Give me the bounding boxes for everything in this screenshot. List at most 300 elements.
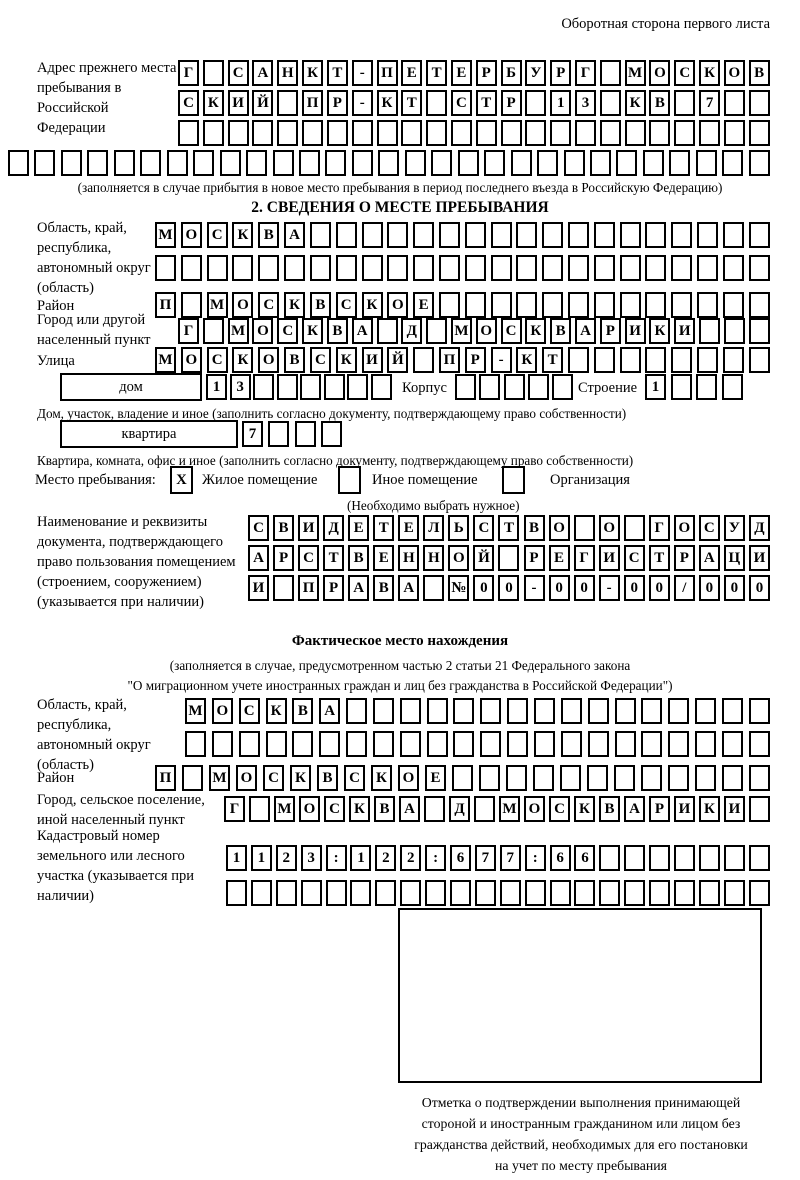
char-cell[interactable] [458,150,479,176]
char-cell[interactable]: М [228,318,249,344]
char-cell[interactable] [491,255,512,281]
char-cell[interactable] [674,880,695,906]
char-cell[interactable]: 6 [550,845,571,871]
char-cell[interactable] [643,150,664,176]
char-cell[interactable] [377,120,398,146]
char-cell[interactable] [426,120,447,146]
char-cell[interactable] [525,880,546,906]
char-cell[interactable]: С [298,545,319,571]
char-cell[interactable] [87,150,108,176]
char-cell[interactable] [324,374,345,400]
char-cell[interactable]: 6 [450,845,471,871]
char-cell[interactable] [34,150,55,176]
char-cell[interactable] [377,318,398,344]
char-cell[interactable]: В [374,796,395,822]
char-cell[interactable] [424,796,445,822]
char-cell[interactable]: Г [575,60,596,86]
char-cell[interactable]: О [212,698,233,724]
char-cell[interactable] [268,421,289,447]
char-cell[interactable]: 1 [226,845,247,871]
char-cell[interactable]: С [207,222,228,248]
char-cell[interactable] [516,222,537,248]
char-cell[interactable] [594,347,615,373]
char-cell[interactable]: Д [449,796,470,822]
char-cell[interactable] [378,150,399,176]
char-cell[interactable] [723,347,744,373]
char-cell[interactable] [599,845,620,871]
char-cell[interactable]: И [228,90,249,116]
char-cell[interactable]: Г [649,515,670,541]
char-cell[interactable]: К [284,292,305,318]
char-cell[interactable] [537,150,558,176]
char-cell[interactable]: У [724,515,745,541]
char-cell[interactable] [616,150,637,176]
char-cell[interactable]: 7 [475,845,496,871]
char-cell[interactable] [465,292,486,318]
char-cell[interactable] [534,731,555,757]
char-cell[interactable] [465,222,486,248]
char-cell[interactable]: 0 [724,575,745,601]
char-cell[interactable]: Е [398,515,419,541]
char-cell[interactable]: К [516,347,537,373]
char-cell[interactable] [319,731,340,757]
char-cell[interactable] [671,292,692,318]
char-cell[interactable] [695,698,716,724]
char-cell[interactable]: К [290,765,311,791]
char-cell[interactable]: Е [373,545,394,571]
char-cell[interactable]: В [550,318,571,344]
char-cell[interactable] [284,255,305,281]
char-cell[interactable] [506,765,527,791]
char-cell[interactable] [387,255,408,281]
char-cell[interactable] [699,880,720,906]
char-cell[interactable] [590,150,611,176]
char-cell[interactable]: О [181,347,202,373]
char-cell[interactable] [749,120,770,146]
char-cell[interactable]: К [699,60,720,86]
char-cell[interactable] [439,255,460,281]
char-cell[interactable] [350,880,371,906]
char-cell[interactable] [252,120,273,146]
char-cell[interactable] [239,731,260,757]
stay-type-checkbox-other-premises[interactable] [338,466,361,494]
char-cell[interactable] [431,150,452,176]
char-cell[interactable] [645,222,666,248]
char-cell[interactable] [295,421,316,447]
char-cell[interactable] [534,698,555,724]
char-cell[interactable]: 1 [251,845,272,871]
char-cell[interactable] [321,421,342,447]
char-cell[interactable]: М [209,765,230,791]
char-cell[interactable] [696,150,717,176]
char-cell[interactable] [615,698,636,724]
char-cell[interactable]: И [362,347,383,373]
char-cell[interactable]: М [625,60,646,86]
char-cell[interactable] [426,90,447,116]
char-cell[interactable]: Е [401,60,422,86]
char-cell[interactable] [371,374,392,400]
char-cell[interactable]: В [327,318,348,344]
char-cell[interactable]: С [549,796,570,822]
char-cell[interactable]: О [524,796,545,822]
char-cell[interactable] [645,292,666,318]
char-cell[interactable] [594,255,615,281]
char-cell[interactable] [405,150,426,176]
char-cell[interactable] [491,222,512,248]
char-cell[interactable]: К [699,796,720,822]
char-cell[interactable] [600,90,621,116]
char-cell[interactable]: Р [323,575,344,601]
char-cell[interactable]: Й [387,347,408,373]
char-cell[interactable] [674,120,695,146]
char-cell[interactable] [722,150,743,176]
char-cell[interactable]: В [273,515,294,541]
char-cell[interactable] [273,150,294,176]
char-cell[interactable]: - [599,575,620,601]
char-cell[interactable] [574,880,595,906]
char-cell[interactable]: 1 [206,374,227,400]
char-cell[interactable]: П [298,575,319,601]
char-cell[interactable]: 2 [276,845,297,871]
char-cell[interactable] [668,765,689,791]
char-cell[interactable]: Р [600,318,621,344]
char-cell[interactable]: Д [323,515,344,541]
char-cell[interactable] [400,698,421,724]
char-cell[interactable]: 0 [749,575,770,601]
char-cell[interactable]: О [252,318,273,344]
char-cell[interactable]: К [377,90,398,116]
char-cell[interactable]: П [439,347,460,373]
char-cell[interactable] [479,374,500,400]
char-cell[interactable]: С [258,292,279,318]
char-cell[interactable] [587,765,608,791]
char-cell[interactable] [232,255,253,281]
char-cell[interactable] [649,120,670,146]
char-cell[interactable] [346,698,367,724]
char-cell[interactable]: Н [277,60,298,86]
char-cell[interactable]: Д [401,318,422,344]
char-cell[interactable]: Р [465,347,486,373]
char-cell[interactable] [525,90,546,116]
char-cell[interactable]: А [399,796,420,822]
char-cell[interactable] [301,880,322,906]
char-cell[interactable]: К [362,292,383,318]
char-cell[interactable]: Т [649,545,670,571]
char-cell[interactable] [588,698,609,724]
char-cell[interactable]: В [599,796,620,822]
char-cell[interactable] [615,731,636,757]
char-cell[interactable] [220,150,241,176]
char-cell[interactable]: 3 [230,374,251,400]
char-cell[interactable] [749,796,770,822]
char-cell[interactable]: Г [178,318,199,344]
char-cell[interactable] [620,347,641,373]
char-cell[interactable]: С [473,515,494,541]
char-cell[interactable] [695,731,716,757]
char-cell[interactable] [427,731,448,757]
char-cell[interactable] [674,845,695,871]
char-cell[interactable] [474,796,495,822]
char-cell[interactable] [722,765,743,791]
char-cell[interactable]: П [377,60,398,86]
char-cell[interactable]: 0 [699,575,720,601]
char-cell[interactable] [185,731,206,757]
char-cell[interactable]: Т [542,347,563,373]
char-cell[interactable]: С [336,292,357,318]
char-cell[interactable] [310,222,331,248]
char-cell[interactable] [668,731,689,757]
char-cell[interactable] [8,150,29,176]
char-cell[interactable]: Ц [724,545,745,571]
char-cell[interactable]: А [352,318,373,344]
char-cell[interactable]: Г [178,60,199,86]
char-cell[interactable]: 0 [549,575,570,601]
char-cell[interactable] [310,255,331,281]
char-cell[interactable]: 0 [498,575,519,601]
char-cell[interactable] [413,222,434,248]
char-cell[interactable] [181,292,202,318]
char-cell[interactable]: С [699,515,720,541]
char-cell[interactable] [550,120,571,146]
char-cell[interactable]: С [178,90,199,116]
char-cell[interactable] [336,255,357,281]
char-cell[interactable]: А [624,796,645,822]
char-cell[interactable] [346,731,367,757]
char-cell[interactable]: К [302,318,323,344]
char-cell[interactable] [724,318,745,344]
char-cell[interactable]: М [451,318,472,344]
char-cell[interactable] [722,374,743,400]
char-cell[interactable] [724,90,745,116]
char-cell[interactable]: К [266,698,287,724]
char-cell[interactable]: Й [473,545,494,571]
char-cell[interactable]: Р [649,796,670,822]
char-cell[interactable] [299,150,320,176]
char-cell[interactable] [645,255,666,281]
char-cell[interactable] [500,880,521,906]
char-cell[interactable] [387,222,408,248]
char-cell[interactable] [155,255,176,281]
char-cell[interactable] [277,374,298,400]
char-cell[interactable] [620,255,641,281]
char-cell[interactable]: 7 [500,845,521,871]
char-cell[interactable]: О [448,545,469,571]
char-cell[interactable]: 7 [699,90,720,116]
char-cell[interactable] [669,150,690,176]
char-cell[interactable]: : [425,845,446,871]
char-cell[interactable] [749,880,770,906]
char-cell[interactable] [671,374,692,400]
char-cell[interactable] [516,292,537,318]
char-cell[interactable] [620,222,641,248]
char-cell[interactable] [625,120,646,146]
char-cell[interactable]: Т [373,515,394,541]
char-cell[interactable]: С [324,796,345,822]
char-cell[interactable] [400,880,421,906]
char-cell[interactable]: 2 [400,845,421,871]
char-cell[interactable] [528,374,549,400]
char-cell[interactable]: 7 [242,421,263,447]
char-cell[interactable]: С [277,318,298,344]
char-cell[interactable]: В [310,292,331,318]
char-cell[interactable] [525,120,546,146]
char-cell[interactable] [375,880,396,906]
char-cell[interactable]: 0 [574,575,595,601]
char-cell[interactable] [226,880,247,906]
char-cell[interactable]: М [207,292,228,318]
char-cell[interactable]: И [749,545,770,571]
char-cell[interactable] [749,292,770,318]
char-cell[interactable] [614,765,635,791]
char-cell[interactable]: А [699,545,720,571]
char-cell[interactable] [273,575,294,601]
char-cell[interactable]: М [155,347,176,373]
char-cell[interactable]: С [501,318,522,344]
char-cell[interactable] [568,255,589,281]
char-cell[interactable]: В [317,765,338,791]
stay-type-checkbox-residential[interactable]: X [170,466,193,494]
char-cell[interactable] [480,731,501,757]
char-cell[interactable]: О [232,292,253,318]
char-cell[interactable] [479,765,500,791]
char-cell[interactable] [450,880,471,906]
char-cell[interactable] [475,880,496,906]
char-cell[interactable]: С [248,515,269,541]
char-cell[interactable]: 2 [375,845,396,871]
char-cell[interactable]: П [302,90,323,116]
char-cell[interactable] [480,698,501,724]
char-cell[interactable] [697,347,718,373]
char-cell[interactable] [749,731,770,757]
char-cell[interactable]: О [181,222,202,248]
char-cell[interactable]: В [292,698,313,724]
char-cell[interactable] [207,255,228,281]
char-cell[interactable] [455,374,476,400]
char-cell[interactable] [568,222,589,248]
char-cell[interactable] [439,222,460,248]
char-cell[interactable] [228,120,249,146]
char-cell[interactable] [516,255,537,281]
char-cell[interactable]: К [336,347,357,373]
char-cell[interactable]: В [284,347,305,373]
char-cell[interactable] [550,880,571,906]
char-cell[interactable]: М [499,796,520,822]
char-cell[interactable]: Е [413,292,434,318]
char-cell[interactable] [749,90,770,116]
char-cell[interactable]: : [525,845,546,871]
char-cell[interactable] [649,880,670,906]
char-cell[interactable] [302,120,323,146]
char-cell[interactable]: К [349,796,370,822]
char-cell[interactable]: 1 [645,374,666,400]
char-cell[interactable]: К [574,796,595,822]
char-cell[interactable] [249,796,270,822]
char-cell[interactable] [277,120,298,146]
char-cell[interactable]: О [724,60,745,86]
char-cell[interactable]: А [319,698,340,724]
char-cell[interactable] [533,765,554,791]
char-cell[interactable]: С [239,698,260,724]
char-cell[interactable]: С [228,60,249,86]
char-cell[interactable]: И [674,796,695,822]
char-cell[interactable] [722,731,743,757]
char-cell[interactable] [600,120,621,146]
char-cell[interactable] [594,292,615,318]
char-cell[interactable]: 1 [550,90,571,116]
char-cell[interactable] [624,515,645,541]
char-cell[interactable] [266,731,287,757]
char-cell[interactable]: В [258,222,279,248]
char-cell[interactable] [724,880,745,906]
char-cell[interactable] [561,731,582,757]
char-cell[interactable]: У [525,60,546,86]
char-cell[interactable] [425,880,446,906]
char-cell[interactable] [167,150,188,176]
char-cell[interactable] [749,255,770,281]
char-cell[interactable] [212,731,233,757]
char-cell[interactable] [292,731,313,757]
char-cell[interactable] [453,731,474,757]
char-cell[interactable]: / [674,575,695,601]
char-cell[interactable] [723,222,744,248]
char-cell[interactable] [476,120,497,146]
char-cell[interactable]: - [352,60,373,86]
char-cell[interactable] [671,255,692,281]
char-cell[interactable]: Г [224,796,245,822]
char-cell[interactable] [564,150,585,176]
char-cell[interactable] [203,120,224,146]
char-cell[interactable] [695,765,716,791]
char-cell[interactable]: Т [401,90,422,116]
char-cell[interactable]: 0 [473,575,494,601]
char-cell[interactable]: Л [423,515,444,541]
char-cell[interactable] [140,150,161,176]
char-cell[interactable] [300,374,321,400]
char-cell[interactable] [258,255,279,281]
char-cell[interactable] [203,60,224,86]
char-cell[interactable] [253,374,274,400]
char-cell[interactable] [674,90,695,116]
char-cell[interactable] [507,698,528,724]
char-cell[interactable] [574,515,595,541]
char-cell[interactable] [504,374,525,400]
char-cell[interactable] [620,292,641,318]
char-cell[interactable]: М [274,796,295,822]
char-cell[interactable]: Т [498,515,519,541]
char-cell[interactable] [203,318,224,344]
char-cell[interactable]: Д [749,515,770,541]
char-cell[interactable]: Н [398,545,419,571]
char-cell[interactable]: - [524,575,545,601]
char-cell[interactable]: В [524,515,545,541]
char-cell[interactable] [724,845,745,871]
char-cell[interactable]: 0 [649,575,670,601]
char-cell[interactable]: Р [327,90,348,116]
char-cell[interactable] [588,731,609,757]
char-cell[interactable] [336,222,357,248]
char-cell[interactable]: Р [476,60,497,86]
char-cell[interactable] [501,120,522,146]
char-cell[interactable] [327,120,348,146]
char-cell[interactable]: Р [501,90,522,116]
char-cell[interactable] [699,845,720,871]
char-cell[interactable]: Т [426,60,447,86]
char-cell[interactable] [749,222,770,248]
char-cell[interactable] [484,150,505,176]
char-cell[interactable] [594,222,615,248]
char-cell[interactable]: М [155,222,176,248]
char-cell[interactable] [114,150,135,176]
